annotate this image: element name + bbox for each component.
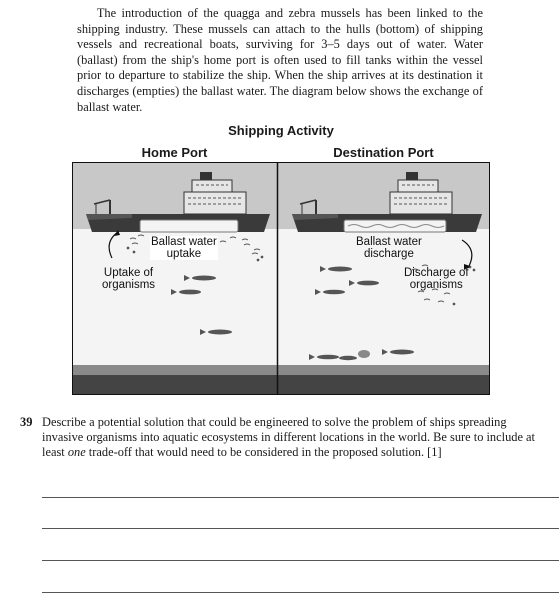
home-ballast-tank: [140, 220, 238, 232]
destination-seabed-top: [278, 365, 490, 375]
question-text: Describe a potential solution that could be engineered to solve the problem of ships spreading invasive organisms into aquatic ecosystems in different locations in the world. Be sure to include at least one trade-off that would need to be considered in the proposed solution. [1]: [42, 415, 535, 459]
home-side-label: Uptake of organisms: [102, 267, 156, 291]
destination-side-label: Discharge of organisms: [404, 267, 469, 291]
answer-line-3[interactable]: [42, 560, 559, 561]
question-number: 39: [20, 415, 33, 429]
answer-line-4[interactable]: [42, 592, 559, 593]
home-tank-label: Ballast water uptake: [151, 236, 217, 260]
shipping-diagram: [72, 162, 490, 395]
home-seabed: [72, 375, 277, 395]
question-39: [20, 415, 542, 460]
destination-seabed: [278, 375, 490, 395]
diagram-title: Shipping Activity: [228, 123, 334, 138]
intro-paragraph: The introduction of the quagga and zebra mussels has been linked to the shipping industry. These mussels can attach to the hulls (bottom) of shipping vessels and recreational boats, surviving for 3–5 days out of water. Water (ballast) from the ship's home port is often used to fill tanks within the vessel prior to departure to stabilize the ship. When the ship arrives at its destination it discharges (empties) the ballast water. The diagram below shows the exchange of ballast water.: [77, 6, 483, 114]
home-seabed-top: [72, 365, 277, 375]
question-emphasis: one: [67, 445, 86, 459]
intro-text: [77, 6, 483, 115]
destination-tank-label: Ballast water discharge: [356, 236, 422, 260]
answer-line-2[interactable]: [42, 528, 559, 529]
answer-line-1[interactable]: [42, 497, 559, 498]
destination-port-label: Destination Port: [333, 145, 434, 160]
home-port-label: Home Port: [141, 145, 208, 160]
